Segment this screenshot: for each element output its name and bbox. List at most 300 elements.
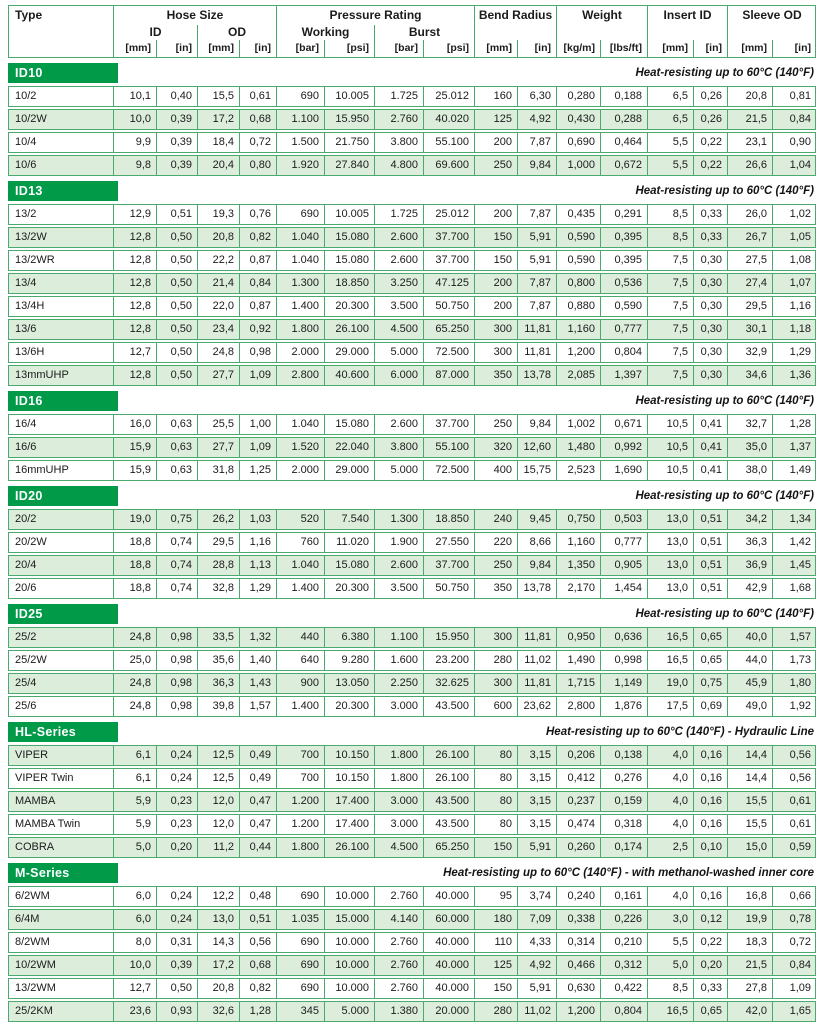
cell-burst-bar: 1.600 — [374, 651, 423, 670]
cell-weight-kgm: 0,950 — [556, 628, 600, 647]
cell-bend-mm: 220 — [474, 533, 517, 552]
cell-sleeve-in: 1,05 — [772, 228, 816, 247]
cell-working-psi: 10.000 — [324, 979, 374, 998]
cell-type: 10/6 — [15, 159, 37, 171]
cell-weight-lbsft: 0,174 — [600, 838, 647, 857]
cell-bend-mm: 150 — [474, 979, 517, 998]
cell-id-mm: 18,8 — [113, 579, 156, 598]
cell-burst-psi: 43.500 — [423, 697, 474, 716]
cell-od-mm: 13,0 — [197, 910, 239, 929]
unit-header-bend-mm: [mm] — [474, 40, 517, 57]
cell-sleeve-in: 1,65 — [772, 1002, 816, 1021]
cell-weight-lbsft: 0,777 — [600, 320, 647, 339]
cell-id-mm: 12,8 — [113, 228, 156, 247]
table-row — [8, 627, 816, 648]
cell-weight-kgm: 2,085 — [556, 366, 600, 385]
cell-od-mm: 21,4 — [197, 274, 239, 293]
cell-sleeve-in: 1,42 — [772, 533, 816, 552]
cell-sleeve-mm: 36,9 — [727, 556, 772, 575]
cell-bend-mm: 300 — [474, 674, 517, 693]
cell-id-in: 0,24 — [156, 769, 197, 788]
table-row — [8, 132, 816, 153]
cell-od-in: 0,49 — [239, 769, 276, 788]
cell-burst-psi: 55.100 — [423, 133, 474, 152]
cell-bend-in: 4,92 — [517, 956, 556, 975]
cell-id-in: 0,98 — [156, 697, 197, 716]
cell-type: 13/6H — [15, 346, 45, 358]
cell-od-mm: 27,7 — [197, 366, 239, 385]
cell-od-in: 0,56 — [239, 933, 276, 952]
cell-od-in: 1,32 — [239, 628, 276, 647]
cell-burst-bar: 1.380 — [374, 1002, 423, 1021]
cell-insert-in: 0,41 — [693, 415, 727, 434]
cell-burst-bar: 2.600 — [374, 251, 423, 270]
subgroup-header-od: OD — [197, 25, 276, 40]
cell-sleeve-in: 1,73 — [772, 651, 816, 670]
section-title-bar: ID20 — [8, 486, 118, 506]
cell-burst-bar: 5.000 — [374, 343, 423, 362]
cell-id-mm: 9,8 — [113, 156, 156, 175]
cell-id-mm: 6,1 — [113, 746, 156, 765]
cell-working-psi: 40.600 — [324, 366, 374, 385]
cell-type: 16/6 — [15, 441, 37, 453]
cell-working-bar: 1.920 — [276, 156, 324, 175]
cell-od-mm: 22,2 — [197, 251, 239, 270]
cell-sleeve-in: 0,81 — [772, 87, 816, 106]
cell-weight-kgm: 0,412 — [556, 769, 600, 788]
cell-sleeve-in: 1,07 — [772, 274, 816, 293]
group-header-bend-radius: Bend Radius — [474, 6, 556, 40]
section-title-bar: HL-Series — [8, 722, 118, 742]
cell-insert-mm: 8,5 — [647, 205, 693, 224]
cell-burst-psi: 40.000 — [423, 933, 474, 952]
cell-insert-in: 0,41 — [693, 461, 727, 480]
cell-working-psi: 5.000 — [324, 1002, 374, 1021]
section-title-bar: ID13 — [8, 181, 118, 201]
cell-od-in: 0,98 — [239, 343, 276, 362]
cell-insert-in: 0,65 — [693, 628, 727, 647]
cell-od-mm: 12,2 — [197, 887, 239, 906]
cell-sleeve-in: 1,37 — [772, 438, 816, 457]
cell-bend-mm: 350 — [474, 366, 517, 385]
cell-burst-bar: 3.000 — [374, 792, 423, 811]
cell-insert-in: 0,33 — [693, 979, 727, 998]
unit-header-bend-in: [in] — [517, 40, 556, 57]
cell-burst-psi: 37.700 — [423, 556, 474, 575]
cell-burst-bar: 2.600 — [374, 556, 423, 575]
subgroup-header-id: ID — [113, 25, 197, 40]
cell-id-mm: 24,8 — [113, 674, 156, 693]
cell-bend-in: 11,81 — [517, 343, 556, 362]
cell-sleeve-mm: 32,7 — [727, 415, 772, 434]
cell-burst-bar: 1.725 — [374, 87, 423, 106]
cell-od-mm: 39,8 — [197, 697, 239, 716]
cell-burst-psi: 37.700 — [423, 415, 474, 434]
cell-burst-psi: 26.100 — [423, 769, 474, 788]
unit-header-weight-kgm: [kg/m] — [556, 40, 600, 57]
cell-sleeve-mm: 14,4 — [727, 769, 772, 788]
cell-od-mm: 31,8 — [197, 461, 239, 480]
cell-weight-lbsft: 1,876 — [600, 697, 647, 716]
cell-burst-psi: 55.100 — [423, 438, 474, 457]
unit-header-insert-in: [in] — [693, 40, 727, 57]
cell-bend-mm: 125 — [474, 956, 517, 975]
cell-sleeve-in: 0,90 — [772, 133, 816, 152]
cell-od-mm: 11,2 — [197, 838, 239, 857]
cell-weight-kgm: 0,280 — [556, 87, 600, 106]
cell-sleeve-in: 1,34 — [772, 510, 816, 529]
cell-bend-in: 11,02 — [517, 1002, 556, 1021]
cell-working-bar: 690 — [276, 956, 324, 975]
cell-bend-mm: 320 — [474, 438, 517, 457]
cell-bend-in: 5,91 — [517, 251, 556, 270]
cell-id-in: 0,24 — [156, 887, 197, 906]
cell-id-in: 0,39 — [156, 156, 197, 175]
cell-working-bar: 690 — [276, 887, 324, 906]
cell-weight-lbsft: 0,777 — [600, 533, 647, 552]
section-heat-note: Heat-resisting up to 60°C (140°F) — [635, 185, 814, 197]
cell-insert-in: 0,69 — [693, 697, 727, 716]
cell-id-in: 0,50 — [156, 228, 197, 247]
cell-od-in: 1,25 — [239, 461, 276, 480]
table-row — [8, 745, 816, 766]
cell-burst-psi: 72.500 — [423, 343, 474, 362]
cell-sleeve-in: 1,02 — [772, 205, 816, 224]
cell-burst-bar: 2.250 — [374, 674, 423, 693]
table-row — [8, 673, 816, 694]
cell-working-psi: 22.040 — [324, 438, 374, 457]
cell-working-bar: 900 — [276, 674, 324, 693]
section-heat-note: Heat-resisting up to 60°C (140°F) — [635, 608, 814, 620]
cell-od-in: 0,92 — [239, 320, 276, 339]
cell-working-psi: 15.080 — [324, 228, 374, 247]
cell-weight-lbsft: 0,395 — [600, 251, 647, 270]
cell-sleeve-mm: 27,8 — [727, 979, 772, 998]
cell-sleeve-mm: 45,9 — [727, 674, 772, 693]
cell-weight-lbsft: 0,503 — [600, 510, 647, 529]
cell-burst-bar: 4.140 — [374, 910, 423, 929]
cell-sleeve-in: 1,09 — [772, 979, 816, 998]
cell-bend-in: 9,45 — [517, 510, 556, 529]
cell-od-in: 0,80 — [239, 156, 276, 175]
cell-insert-in: 0,51 — [693, 533, 727, 552]
cell-working-psi: 20.300 — [324, 297, 374, 316]
cell-sleeve-mm: 34,2 — [727, 510, 772, 529]
cell-insert-in: 0,22 — [693, 133, 727, 152]
cell-od-mm: 20,8 — [197, 979, 239, 998]
cell-weight-lbsft: 0,138 — [600, 746, 647, 765]
cell-sleeve-in: 1,16 — [772, 297, 816, 316]
cell-sleeve-in: 0,56 — [772, 746, 816, 765]
cell-working-bar: 1.035 — [276, 910, 324, 929]
cell-od-in: 0,68 — [239, 956, 276, 975]
cell-burst-psi: 15.950 — [423, 628, 474, 647]
cell-id-in: 0,74 — [156, 533, 197, 552]
section-heat-note: Heat-resisting up to 60°C (140°F) — [635, 395, 814, 407]
cell-bend-mm: 110 — [474, 933, 517, 952]
cell-bend-in: 7,87 — [517, 133, 556, 152]
cell-id-mm: 10,0 — [113, 110, 156, 129]
cell-id-in: 0,39 — [156, 956, 197, 975]
cell-insert-mm: 8,5 — [647, 979, 693, 998]
cell-insert-mm: 6,5 — [647, 87, 693, 106]
cell-id-mm: 5,0 — [113, 838, 156, 857]
cell-id-in: 0,24 — [156, 746, 197, 765]
table-row — [8, 909, 816, 930]
cell-insert-in: 0,26 — [693, 110, 727, 129]
cell-bend-in: 23,62 — [517, 697, 556, 716]
cell-id-mm: 12,8 — [113, 297, 156, 316]
cell-od-in: 1,28 — [239, 1002, 276, 1021]
unit-header-insert-mm: [mm] — [647, 40, 693, 57]
cell-id-in: 0,50 — [156, 274, 197, 293]
cell-type: 20/6 — [15, 582, 37, 594]
cell-bend-in: 11,02 — [517, 651, 556, 670]
cell-burst-psi: 69.600 — [423, 156, 474, 175]
cell-od-in: 0,51 — [239, 910, 276, 929]
cell-od-mm: 12,5 — [197, 746, 239, 765]
cell-bend-in: 7,87 — [517, 205, 556, 224]
cell-working-bar: 1.040 — [276, 556, 324, 575]
cell-id-in: 0,40 — [156, 87, 197, 106]
cell-insert-mm: 5,5 — [647, 133, 693, 152]
cell-sleeve-in: 1,92 — [772, 697, 816, 716]
cell-sleeve-mm: 15,5 — [727, 792, 772, 811]
cell-insert-in: 0,51 — [693, 556, 727, 575]
cell-id-in: 0,98 — [156, 674, 197, 693]
cell-insert-in: 0,30 — [693, 343, 727, 362]
cell-working-psi: 29.000 — [324, 461, 374, 480]
cell-od-mm: 27,7 — [197, 438, 239, 457]
unit-header-working-bar: [bar] — [276, 40, 324, 57]
section-title-bar: ID16 — [8, 391, 118, 411]
cell-burst-bar: 3.000 — [374, 815, 423, 834]
cell-sleeve-mm: 23,1 — [727, 133, 772, 152]
unit-header-sleeve-in: [in] — [772, 40, 816, 57]
cell-insert-in: 0,26 — [693, 87, 727, 106]
cell-id-mm: 25,0 — [113, 651, 156, 670]
table-row — [8, 837, 816, 858]
cell-burst-bar: 1.725 — [374, 205, 423, 224]
cell-weight-kgm: 0,314 — [556, 933, 600, 952]
cell-sleeve-in: 1,68 — [772, 579, 816, 598]
cell-sleeve-mm: 32,9 — [727, 343, 772, 362]
cell-working-psi: 11.020 — [324, 533, 374, 552]
cell-burst-psi: 65.250 — [423, 320, 474, 339]
table-row — [8, 227, 816, 248]
cell-bend-in: 7,09 — [517, 910, 556, 929]
cell-working-bar: 760 — [276, 533, 324, 552]
table-row — [8, 886, 816, 907]
cell-id-mm: 6,0 — [113, 910, 156, 929]
cell-working-psi: 10.005 — [324, 205, 374, 224]
cell-weight-lbsft: 0,804 — [600, 1002, 647, 1021]
cell-weight-kgm: 0,237 — [556, 792, 600, 811]
cell-od-mm: 12,0 — [197, 792, 239, 811]
cell-insert-in: 0,10 — [693, 838, 727, 857]
cell-weight-kgm: 1,002 — [556, 415, 600, 434]
cell-burst-psi: 40.000 — [423, 956, 474, 975]
cell-working-psi: 15.950 — [324, 110, 374, 129]
cell-od-in: 0,47 — [239, 815, 276, 834]
cell-working-psi: 21.750 — [324, 133, 374, 152]
cell-id-in: 0,74 — [156, 579, 197, 598]
cell-id-in: 0,50 — [156, 297, 197, 316]
cell-burst-psi: 25.012 — [423, 87, 474, 106]
cell-bend-in: 3,15 — [517, 815, 556, 834]
cell-id-in: 0,98 — [156, 651, 197, 670]
cell-od-in: 1,09 — [239, 438, 276, 457]
cell-sleeve-in: 0,78 — [772, 910, 816, 929]
cell-working-bar: 690 — [276, 979, 324, 998]
cell-burst-bar: 2.760 — [374, 110, 423, 129]
unit-header-burst-bar: [bar] — [374, 40, 423, 57]
cell-insert-mm: 16,5 — [647, 651, 693, 670]
cell-working-psi: 15.080 — [324, 251, 374, 270]
cell-id-mm: 23,6 — [113, 1002, 156, 1021]
cell-working-bar: 700 — [276, 769, 324, 788]
cell-bend-mm: 200 — [474, 274, 517, 293]
cell-sleeve-in: 0,84 — [772, 956, 816, 975]
cell-insert-in: 0,16 — [693, 769, 727, 788]
cell-type: 25/2 — [15, 631, 37, 643]
group-header-hose-size: Hose Size — [113, 6, 276, 25]
cell-insert-mm: 5,5 — [647, 933, 693, 952]
cell-insert-in: 0,16 — [693, 792, 727, 811]
cell-weight-kgm: 0,338 — [556, 910, 600, 929]
cell-id-mm: 24,8 — [113, 697, 156, 716]
cell-type: 25/6 — [15, 700, 37, 712]
cell-sleeve-mm: 40,0 — [727, 628, 772, 647]
unit-header-burst-psi: [psi] — [423, 40, 474, 57]
cell-bend-in: 13,78 — [517, 579, 556, 598]
cell-weight-kgm: 0,750 — [556, 510, 600, 529]
unit-header-od-in: [in] — [239, 40, 276, 57]
cell-id-mm: 24,8 — [113, 628, 156, 647]
cell-bend-in: 7,87 — [517, 274, 556, 293]
cell-bend-mm: 125 — [474, 110, 517, 129]
cell-bend-mm: 200 — [474, 205, 517, 224]
cell-od-in: 1,57 — [239, 697, 276, 716]
cell-type: 6/4M — [15, 913, 40, 925]
table-row — [8, 555, 816, 576]
cell-working-psi: 15.000 — [324, 910, 374, 929]
cell-insert-mm: 4,0 — [647, 887, 693, 906]
cell-weight-lbsft: 0,672 — [600, 156, 647, 175]
cell-working-bar: 640 — [276, 651, 324, 670]
section-band — [8, 604, 816, 624]
cell-sleeve-mm: 35,0 — [727, 438, 772, 457]
cell-sleeve-in: 0,61 — [772, 815, 816, 834]
cell-weight-lbsft: 0,804 — [600, 343, 647, 362]
table-row — [8, 109, 816, 130]
cell-od-mm: 32,8 — [197, 579, 239, 598]
cell-burst-psi: 18.850 — [423, 510, 474, 529]
section-band — [8, 63, 816, 83]
cell-type: 10/2WM — [15, 959, 56, 971]
cell-weight-kgm: 2,523 — [556, 461, 600, 480]
cell-sleeve-mm: 42,0 — [727, 1002, 772, 1021]
cell-sleeve-mm: 42,9 — [727, 579, 772, 598]
cell-sleeve-in: 1,29 — [772, 343, 816, 362]
cell-burst-psi: 40.000 — [423, 887, 474, 906]
cell-sleeve-in: 0,84 — [772, 110, 816, 129]
cell-burst-psi: 72.500 — [423, 461, 474, 480]
cell-working-bar: 1.400 — [276, 579, 324, 598]
subgroup-header-working: Working — [276, 25, 374, 40]
group-header-weight: Weight — [556, 6, 647, 40]
cell-type: 16/4 — [15, 418, 37, 430]
cell-type: VIPER — [15, 749, 49, 761]
cell-sleeve-mm: 14,4 — [727, 746, 772, 765]
cell-sleeve-mm: 26,6 — [727, 156, 772, 175]
cell-insert-in: 0,20 — [693, 956, 727, 975]
cell-sleeve-mm: 26,0 — [727, 205, 772, 224]
cell-burst-bar: 3.500 — [374, 579, 423, 598]
cell-sleeve-in: 1,04 — [772, 156, 816, 175]
cell-bend-in: 11,81 — [517, 628, 556, 647]
cell-insert-mm: 13,0 — [647, 579, 693, 598]
cell-insert-in: 0,51 — [693, 579, 727, 598]
cell-working-bar: 690 — [276, 87, 324, 106]
cell-bend-in: 15,75 — [517, 461, 556, 480]
cell-burst-psi: 87.000 — [423, 366, 474, 385]
cell-bend-mm: 80 — [474, 746, 517, 765]
cell-od-mm: 29,5 — [197, 533, 239, 552]
cell-working-bar: 520 — [276, 510, 324, 529]
table-row — [8, 955, 816, 976]
cell-weight-kgm: 1,000 — [556, 156, 600, 175]
cell-working-psi: 29.000 — [324, 343, 374, 362]
cell-type: 13/2WM — [15, 982, 56, 994]
cell-working-bar: 1.400 — [276, 697, 324, 716]
cell-od-mm: 36,3 — [197, 674, 239, 693]
cell-weight-kgm: 2,170 — [556, 579, 600, 598]
section-heat-note: Heat-resisting up to 60°C (140°F) - Hydraulic Line — [546, 726, 814, 738]
cell-weight-lbsft: 0,318 — [600, 815, 647, 834]
table-row — [8, 650, 816, 671]
cell-working-bar: 690 — [276, 205, 324, 224]
cell-working-bar: 1.040 — [276, 251, 324, 270]
cell-burst-psi: 50.750 — [423, 297, 474, 316]
cell-burst-bar: 3.800 — [374, 133, 423, 152]
cell-bend-mm: 200 — [474, 297, 517, 316]
cell-sleeve-mm: 18,3 — [727, 933, 772, 952]
cell-id-in: 0,74 — [156, 556, 197, 575]
cell-od-mm: 17,2 — [197, 956, 239, 975]
cell-insert-mm: 6,5 — [647, 110, 693, 129]
cell-insert-in: 0,12 — [693, 910, 727, 929]
cell-id-mm: 12,8 — [113, 320, 156, 339]
cell-working-bar: 1.300 — [276, 274, 324, 293]
cell-type: 25/2W — [15, 654, 47, 666]
cell-id-in: 0,23 — [156, 792, 197, 811]
cell-id-in: 0,93 — [156, 1002, 197, 1021]
cell-weight-kgm: 1,200 — [556, 343, 600, 362]
cell-working-bar: 440 — [276, 628, 324, 647]
cell-bend-mm: 160 — [474, 87, 517, 106]
cell-burst-bar: 2.760 — [374, 979, 423, 998]
cell-type: 20/4 — [15, 559, 37, 571]
section-heat-note: Heat-resisting up to 60°C (140°F) — [635, 67, 814, 79]
cell-weight-lbsft: 0,210 — [600, 933, 647, 952]
cell-od-in: 0,68 — [239, 110, 276, 129]
cell-burst-bar: 2.600 — [374, 228, 423, 247]
cell-sleeve-in: 1,80 — [772, 674, 816, 693]
cell-type: COBRA — [15, 841, 55, 853]
cell-id-in: 0,50 — [156, 366, 197, 385]
cell-burst-psi: 43.500 — [423, 792, 474, 811]
